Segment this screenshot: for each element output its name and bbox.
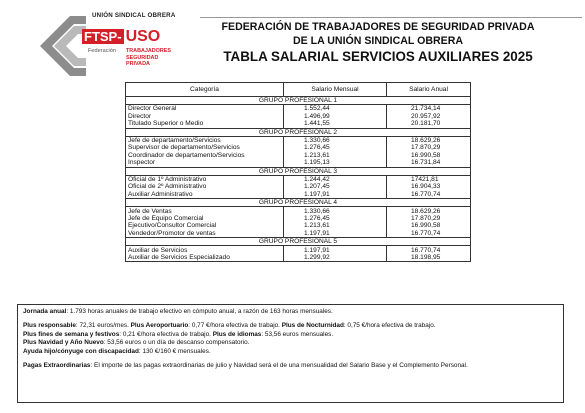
table-row	[126, 120, 471, 128]
notes-box	[17, 304, 564, 403]
column-header-monthly: Salario Mensual	[284, 83, 387, 97]
column-header-annual: Salario Anual	[387, 83, 471, 97]
monthly-salary-cell: 1.276,45	[284, 144, 387, 151]
monthly-salary-cell: 1.197,91	[284, 191, 387, 199]
annual-salary-cell: 16.731,84	[387, 159, 471, 167]
note-label: Plus de Nocturnidad	[281, 322, 344, 330]
category-cell: Oficial de 1º Administrativo	[126, 175, 284, 183]
annual-salary-cell: 16.990,58	[387, 152, 471, 159]
note-label: Plus Navidad y Año Nuevo	[23, 339, 104, 347]
category-cell: Director	[126, 113, 284, 120]
category-cell: Ejecutivo/Consultor Comercial	[126, 222, 284, 229]
group-header-row	[126, 199, 471, 207]
note-pagas	[23, 362, 558, 370]
monthly-salary-cell: 1.496,99	[284, 113, 387, 120]
logo-org-name: UNIÓN SINDICAL OBRERA	[92, 12, 176, 19]
table-row	[126, 191, 471, 199]
logo-federation-label: Federación	[88, 48, 116, 54]
logo-subtitle-line: PRIVADA	[126, 61, 150, 68]
table-row	[126, 254, 471, 262]
group-name: GRUPO PROFESIONAL 4	[126, 199, 471, 207]
column-header-category: Categoría	[126, 83, 284, 97]
document-header	[218, 20, 538, 66]
monthly-salary-cell: 1.195,13	[284, 159, 387, 167]
group-name: GRUPO PROFESIONAL 2	[126, 128, 471, 136]
logo-wordmark	[82, 28, 160, 46]
annual-salary-cell: 16.770,74	[387, 230, 471, 238]
note-label: Plus de idiomas	[212, 330, 262, 338]
table-row	[126, 159, 471, 167]
annual-salary-cell: 17.870,29	[387, 144, 471, 151]
note-jornada	[23, 308, 558, 316]
annual-salary-cell: 18.629,26	[387, 207, 471, 215]
note-text: : 0,75 €/hora efectiva de trabajo.	[343, 322, 436, 330]
monthly-salary-cell: 1.299,92	[284, 254, 387, 262]
table-row	[126, 152, 471, 159]
salary-table	[125, 82, 471, 262]
table-row	[126, 105, 471, 113]
annual-salary-cell: 16.770,74	[387, 246, 471, 254]
category-cell: Auxiliar de Servicios Especializado	[126, 254, 284, 262]
group-header-row	[126, 128, 471, 136]
monthly-salary-cell: 1.552,44	[284, 105, 387, 113]
table-header-row	[126, 83, 471, 97]
annual-salary-cell: 16.904,33	[387, 183, 471, 190]
monthly-salary-cell: 1.213,61	[284, 152, 387, 159]
note-label: Plus fines de semana y festivos	[23, 330, 120, 338]
note-text: : 53,56 euros o un día de descanso compensatorio.	[103, 339, 250, 347]
document-title: TABLA SALARIAL SERVICIOS AUXILIARES 2025	[223, 49, 533, 64]
note-ayuda	[23, 348, 558, 356]
annual-salary-cell: 17421,81	[387, 175, 471, 183]
monthly-salary-cell: 1.330,66	[284, 207, 387, 215]
category-cell: Inspector	[126, 159, 284, 167]
group-name: GRUPO PROFESIONAL 3	[126, 167, 471, 175]
logo-ftsp-text: FTSP-	[84, 29, 122, 44]
note-pluses-line-1	[23, 322, 558, 330]
header-line-1: FEDERACIÓN DE TRABAJADORES DE SEGURIDAD PRIVADA	[221, 21, 535, 33]
note-text: : 1.793 horas anuales de trabajo efectivo en cómputo anual, a razón de 163 horas mensuales.	[66, 308, 333, 315]
table-row	[126, 222, 471, 229]
ftsp-uso-logo	[40, 12, 190, 78]
note-text: : 0,21 €/hora efectiva de trabajo.	[119, 330, 213, 338]
note-label: Pagas Extraordinarias	[23, 362, 91, 370]
monthly-salary-cell: 1.441,55	[284, 120, 387, 128]
category-cell: Auxiliar de Servicios	[126, 246, 284, 254]
note-text: : 0,77 €/hora efectiva de trabajo.	[188, 322, 282, 330]
logo-subtitle	[126, 48, 171, 68]
category-cell: Jefe de Equipo Comercial	[126, 215, 284, 222]
monthly-salary-cell: 1.207,45	[284, 183, 387, 190]
annual-salary-cell: 16.990,58	[387, 222, 471, 229]
note-pluses-line-2	[23, 331, 558, 339]
monthly-salary-cell: 1.197,91	[284, 246, 387, 254]
table-row	[126, 144, 471, 151]
category-cell: Coordinador de departamento/Servicios	[126, 152, 284, 159]
note-text: : 72,31 euros/mes.	[75, 322, 131, 330]
table-row	[126, 175, 471, 183]
logo-subtitle-line: SEGURIDAD	[126, 54, 159, 61]
category-cell: Auxiliar Administrativo	[126, 191, 284, 199]
monthly-salary-cell: 1.244,42	[284, 175, 387, 183]
category-cell: Director General	[126, 105, 284, 113]
note-text: : 53,56 euros mensuales.	[261, 330, 334, 338]
category-cell: Oficial de 2º Administrativo	[126, 183, 284, 190]
annual-salary-cell: 18.198,95	[387, 254, 471, 262]
monthly-salary-cell: 1.197,91	[284, 230, 387, 238]
note-label: Ayuda hijo/cónyuge con discapacidad	[23, 347, 139, 355]
table-row	[126, 215, 471, 222]
note-label: Plus responsable	[23, 322, 76, 330]
group-header-row	[126, 238, 471, 246]
monthly-salary-cell: 1.330,66	[284, 136, 387, 144]
category-cell: Supervisor de departamento/Servicios	[126, 144, 284, 151]
note-text: : El importe de las pagas extraordinarias de julio y Navidad será el de una mensualidad del Salario Base y el Complemento Personal.	[90, 362, 468, 370]
category-cell: Titulado Superior o Medio	[126, 120, 284, 128]
category-cell: Vendedor/Promotor de ventas	[126, 230, 284, 238]
annual-salary-cell: 17.870,29	[387, 215, 471, 222]
header-divider	[200, 17, 582, 18]
annual-salary-cell: 21.734,14	[387, 105, 471, 113]
category-cell: Jefe de departamento/Servicios	[126, 136, 284, 144]
note-text: : 130 €/160 € mensuales.	[138, 347, 211, 355]
group-name: GRUPO PROFESIONAL 1	[126, 97, 471, 105]
table-row	[126, 113, 471, 120]
group-name: GRUPO PROFESIONAL 5	[126, 238, 471, 246]
header-line-2: DE LA UNIÓN SINDICAL OBRERA	[292, 35, 464, 47]
monthly-salary-cell: 1.276,45	[284, 215, 387, 222]
table-row	[126, 207, 471, 215]
note-label: Jornada anual	[23, 308, 67, 315]
table-row	[126, 230, 471, 238]
annual-salary-cell: 16.770,74	[387, 191, 471, 199]
annual-salary-cell: 20.957,92	[387, 113, 471, 120]
monthly-salary-cell: 1.213,61	[284, 222, 387, 229]
group-header-row	[126, 167, 471, 175]
annual-salary-cell: 18.629,26	[387, 136, 471, 144]
group-header-row	[126, 97, 471, 105]
category-cell: Jefe de Ventas	[126, 207, 284, 215]
table-row	[126, 136, 471, 144]
salary-table-body	[126, 97, 471, 262]
table-row	[126, 246, 471, 254]
logo-subtitle-line: TRABAJADORES	[126, 48, 171, 54]
annual-salary-cell: 20.181,70	[387, 120, 471, 128]
logo-uso-text: USO	[125, 28, 161, 45]
table-row	[126, 183, 471, 190]
note-label: Plus Aeroportuario	[130, 322, 189, 330]
note-plus-navidad	[23, 339, 558, 347]
